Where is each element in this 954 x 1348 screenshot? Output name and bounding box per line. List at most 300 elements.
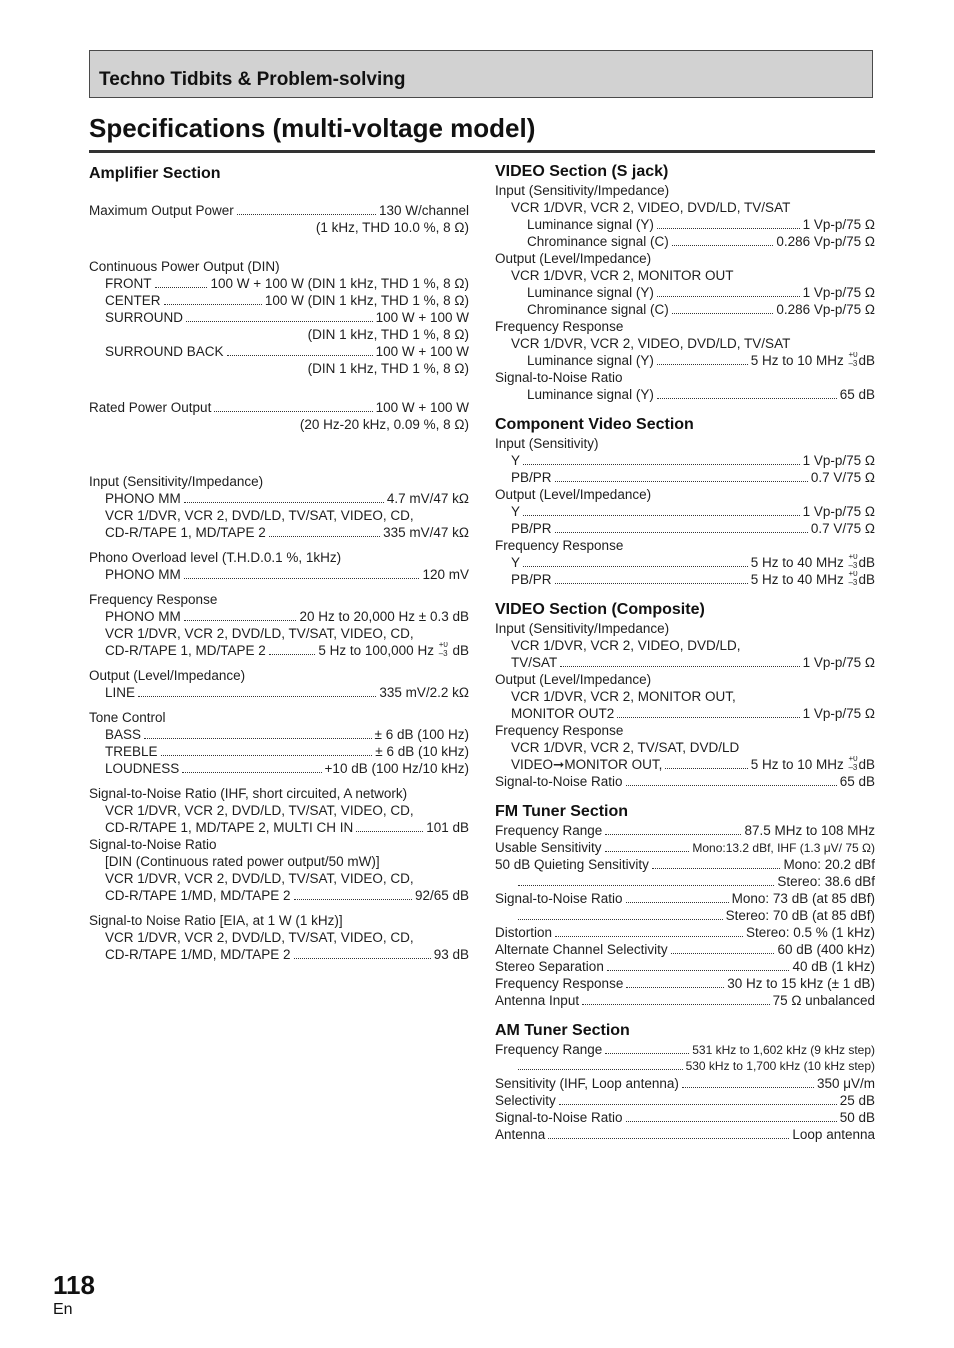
leader-dots [657, 364, 748, 365]
tolerance-minus: –3 [438, 649, 448, 658]
spec-label: CD-R/TAPE 1, MD/TAPE 2 [105, 643, 266, 658]
spec-value: 100 W (DIN 1 kHz, THD 1 %, 8 Ω) [264, 293, 469, 308]
spec-value: 1 Vp-p/75 Ω [802, 504, 875, 519]
spec-value: 60 dB (400 kHz) [777, 942, 875, 957]
spec-label: LINE [105, 685, 136, 700]
spec-group-label [89, 667, 469, 684]
unit: dB [858, 757, 875, 772]
spec-row [495, 554, 875, 571]
spec-group-label [495, 671, 875, 688]
spec-row [89, 642, 469, 659]
spec-label: PHONO MM [105, 567, 181, 582]
spec-label: Frequency Response [495, 976, 624, 991]
spec-label: Signal-to-Noise Ratio [495, 370, 623, 385]
unit: dB [858, 555, 875, 570]
leader-dots [626, 785, 837, 786]
spec-label: Output (Level/Impedance) [495, 487, 652, 502]
leader-dots [523, 515, 800, 516]
spec-value: Mono: 20.2 dBf [783, 857, 875, 872]
spec-value: Mono: 73 dB (at 85 dBf) [731, 891, 875, 906]
spec-label: VCR 1/DVR, VCR 2, DVD/LD, TV/SAT, VIDEO, CD, [105, 930, 414, 945]
spec-value: 1 Vp-p/75 Ω [802, 706, 875, 721]
spec-label: Antenna [495, 1127, 546, 1142]
spec-group-label [89, 549, 469, 566]
spec-row [89, 399, 469, 416]
leader-dots [518, 919, 723, 920]
spec-value: 350 μV/m [816, 1076, 875, 1091]
spec-value: Stereo: 70 dB (at 85 dBf) [725, 908, 875, 923]
spec-group-label [89, 836, 469, 853]
spec-label: VCR 1/DVR, VCR 2, VIDEO, DVD/LD, TV/SAT [511, 200, 791, 215]
spec-value: 530 kHz to 1,700 kHz (10 kHz step) [685, 1059, 875, 1073]
page-language: En [53, 1301, 73, 1318]
spec-label: SURROUND BACK [105, 344, 224, 359]
spec-label: LOUDNESS [105, 761, 180, 776]
spec-group-label [89, 709, 469, 726]
leader-dots [184, 620, 297, 621]
leader-dots [607, 970, 790, 971]
spec-group-label [89, 591, 469, 608]
spec-row [495, 822, 875, 839]
leader-dots [652, 868, 781, 869]
spec-label: Chrominance signal (C) [527, 302, 669, 317]
title-rule [89, 150, 875, 153]
spec-group-label [495, 250, 875, 267]
page-number: 118 [53, 1270, 95, 1300]
spec-group-label [495, 318, 875, 335]
spec-value: (DIN 1 kHz, THD 1 %, 8 Ω) [307, 361, 469, 376]
spec-label: PB/PR [511, 521, 552, 536]
composite-heading: VIDEO Section (Composite) [495, 601, 705, 618]
spec-label: Luminance signal (Y) [527, 285, 654, 300]
spec-label: Sensitivity (IHF, Loop antenna) [495, 1076, 679, 1091]
spec-group-label [495, 537, 875, 554]
leader-dots [155, 287, 208, 288]
spec-label: VCR 1/DVR, VCR 2, DVD/LD, TV/SAT, VIDEO, CD, [105, 508, 414, 523]
spec-value: 40 dB (1 kHz) [792, 959, 875, 974]
spec-row [495, 520, 875, 537]
spec-row [495, 216, 875, 233]
spec-row [495, 975, 875, 992]
spec-row [495, 907, 875, 924]
spec-value [751, 571, 875, 588]
am-heading: AM Tuner Section [495, 1022, 630, 1039]
spec-row [89, 343, 469, 360]
leader-dots [184, 502, 384, 503]
spec-label: Phono Overload level (T.H.D.0.1 %, 1kHz) [89, 550, 342, 565]
tolerance-minus: –3 [848, 359, 858, 368]
leader-dots [356, 831, 423, 832]
spec-row [89, 760, 469, 777]
spec-label: Input (Sensitivity/Impedance) [495, 183, 670, 198]
spec-label: CENTER [105, 293, 161, 308]
leader-dots [227, 355, 373, 356]
spec-row [89, 625, 469, 642]
leader-dots [555, 936, 743, 937]
spec-row [495, 571, 875, 588]
spec-label: PB/PR [511, 470, 552, 485]
spec-row [495, 773, 875, 790]
fm-heading: FM Tuner Section [495, 803, 629, 820]
spec-label: Output (Level/Impedance) [495, 251, 652, 266]
spec-label: Stereo Separation [495, 959, 604, 974]
spec-value: 65 dB [839, 774, 875, 789]
spec-value: 100 W + 100 W [375, 400, 469, 415]
spec-row [495, 1075, 875, 1092]
spec-value: 1 Vp-p/75 Ω [802, 285, 875, 300]
spec-row [495, 924, 875, 941]
leader-dots [617, 717, 799, 718]
spec-label: Y [511, 504, 521, 519]
leader-dots [555, 583, 748, 584]
spec-row [89, 507, 469, 524]
spec-label: [DIN (Continuous rated power output/50 mW)] [105, 854, 380, 869]
spec-row [89, 946, 469, 963]
leader-dots [237, 214, 376, 215]
spec-value: 100 W + 100 W [375, 344, 469, 359]
spec-row [495, 469, 875, 486]
spec-group-label [495, 182, 875, 199]
spec-row [89, 819, 469, 836]
amplifier-column [89, 162, 469, 963]
spec-label: Luminance signal (Y) [527, 217, 654, 232]
spec-row [495, 839, 875, 856]
spec-value: Stereo: 38.6 dBf [777, 874, 875, 889]
spec-row [89, 566, 469, 583]
spec-row [495, 756, 875, 773]
spec-value: 120 mV [422, 567, 469, 582]
tolerance-plus: +0 [848, 352, 858, 359]
leader-dots [186, 321, 373, 322]
unit: dB [452, 643, 469, 658]
spec-label: Frequency Response [495, 538, 624, 553]
spec-row [495, 1058, 875, 1075]
spec-label: Distortion [495, 925, 553, 940]
spec-value: 0.7 V/75 Ω [810, 470, 875, 485]
spec-label: SURROUND [105, 310, 184, 325]
spec-label: VCR 1/DVR, VCR 2, DVD/LD, TV/SAT, VIDEO, CD, [105, 871, 414, 886]
spec-label: Signal-to-Noise Ratio [89, 837, 217, 852]
spec-group-label [495, 722, 875, 739]
leader-dots [560, 666, 799, 667]
spec-row [89, 608, 469, 625]
spec-label: CD-R/TAPE 1/MD, MD/TAPE 2 [105, 947, 291, 962]
spec-value: 335 mV/2.2 kΩ [379, 685, 469, 700]
spec-row [89, 684, 469, 701]
spec-label: Signal-to-Noise Ratio [495, 891, 623, 906]
leader-dots [523, 464, 800, 465]
spec-label: MONITOR OUT2 [511, 706, 615, 721]
spec-value: 93 dB [433, 947, 469, 962]
tolerance [848, 571, 858, 587]
unit: dB [858, 353, 875, 368]
spec-group-label [495, 486, 875, 503]
spec-label: Frequency Range [495, 823, 603, 838]
tolerance [848, 554, 858, 570]
leader-dots [657, 296, 800, 297]
leader-dots [144, 738, 372, 739]
leader-dots [582, 1004, 769, 1005]
spec-value: 1 Vp-p/75 Ω [802, 453, 875, 468]
spec-value: 531 kHz to 1,602 kHz (9 kHz step) [692, 1043, 875, 1057]
video-tuner-column [495, 162, 875, 1143]
spec-row [89, 416, 469, 433]
spec-row [495, 503, 875, 520]
spec-value: 30 Hz to 15 kHz (± 1 dB) [727, 976, 875, 991]
spec-label: TREBLE [105, 744, 158, 759]
spec-value: 50 dB [839, 1110, 875, 1125]
spec-label: Input (Sensitivity) [495, 436, 599, 451]
unit: dB [858, 572, 875, 587]
spec-row [495, 335, 875, 352]
spec-value: 25 dB [839, 1093, 875, 1108]
leader-dots [657, 398, 837, 399]
spec-group-label [89, 258, 469, 275]
tolerance-plus: +0 [438, 642, 448, 649]
spec-value: 100 W + 100 W (DIN 1 kHz, THD 1 %, 8 Ω) [210, 276, 469, 291]
spec-row [89, 275, 469, 292]
spec-value: 1 Vp-p/75 Ω [802, 655, 875, 670]
spec-label: Tone Control [89, 710, 166, 725]
spec-label: BASS [105, 727, 142, 742]
leader-dots [555, 481, 808, 482]
spec-value: 87.5 MHz to 108 MHz [744, 823, 875, 838]
spec-label: Output (Level/Impedance) [495, 672, 652, 687]
spec-row [495, 233, 875, 250]
spec-row [495, 654, 875, 671]
spec-label: Signal-to-Noise Ratio (IHF, short circuited, A network) [89, 786, 408, 801]
component-heading: Component Video Section [495, 416, 694, 433]
spec-label: FRONT [105, 276, 152, 291]
spec-row [495, 890, 875, 907]
leader-dots [672, 245, 774, 246]
spec-row [495, 739, 875, 756]
leader-dots [626, 987, 724, 988]
spec-row [89, 853, 469, 870]
leader-dots [164, 304, 262, 305]
leader-dots [294, 899, 412, 900]
spec-label: Chrominance signal (C) [527, 234, 669, 249]
spec-label: VCR 1/DVR, VCR 2, MONITOR OUT, [511, 689, 736, 704]
section-banner [89, 50, 873, 98]
leader-dots [269, 536, 380, 537]
spec-row [495, 1092, 875, 1109]
spec-value: 4.7 mV/47 kΩ [386, 491, 469, 506]
spec-value: 101 dB [426, 820, 469, 835]
leader-dots [182, 772, 321, 773]
spec-label: Frequency Response [495, 319, 624, 334]
spec-value: 20 Hz to 20,000 Hz ± 0.3 dB [299, 609, 469, 624]
spec-label: TV/SAT [511, 655, 558, 670]
spec-row [89, 309, 469, 326]
spec-label: Frequency Response [89, 592, 218, 607]
banner-label: Techno Tidbits & Problem-solving [99, 69, 406, 90]
spec-row [89, 870, 469, 887]
spec-value: 0.286 Vp-p/75 Ω [776, 302, 875, 317]
spec-group-label [89, 785, 469, 802]
spec-row [89, 743, 469, 760]
spec-row [89, 360, 469, 377]
spec-value: Mono:13.2 dBf, IHF (1.3 μV/ 75 Ω) [692, 841, 875, 855]
spec-row [89, 726, 469, 743]
page-title: Specifications (multi-voltage model) [89, 113, 536, 143]
spec-label: Signal-to-Noise Ratio [495, 774, 623, 789]
spec-label: PHONO MM [105, 609, 181, 624]
leader-dots [523, 566, 748, 567]
leader-dots [605, 1053, 689, 1054]
spec-label: Signal-to-Noise Ratio [495, 1110, 623, 1125]
spec-label: Usable Sensitivity [495, 840, 602, 855]
video-s-heading: VIDEO Section (S jack) [495, 163, 669, 180]
tolerance-plus: +0 [848, 756, 858, 763]
spec-row [495, 352, 875, 369]
spec-value: (1 kHz, THD 10.0 %, 8 Ω) [315, 220, 469, 235]
spec-label: CD-R/TAPE 1, MD/TAPE 2 [105, 525, 266, 540]
leader-dots [559, 1104, 837, 1105]
leader-dots [184, 578, 420, 579]
spec-group-label [89, 912, 469, 929]
spec-row [495, 267, 875, 284]
spec-row [495, 1109, 875, 1126]
tolerance [848, 352, 858, 368]
spec-value: 1 Vp-p/75 Ω [802, 217, 875, 232]
spec-group-label [495, 435, 875, 452]
spec-label: Continuous Power Output (DIN) [89, 259, 280, 274]
spec-label: Maximum Output Power [89, 203, 234, 218]
spec-group-label [495, 620, 875, 637]
spec-row [495, 301, 875, 318]
spec-label: VCR 1/DVR, VCR 2, DVD/LD, TV/SAT, VIDEO, CD, [105, 803, 414, 818]
spec-value: 0.286 Vp-p/75 Ω [776, 234, 875, 249]
spec-row [495, 1041, 875, 1058]
spec-row [495, 856, 875, 873]
spec-value-text: 5 Hz to 10 MHz [750, 757, 844, 772]
spec-group-label [495, 369, 875, 386]
spec-label: Selectivity [495, 1093, 556, 1108]
spec-label: Rated Power Output [89, 400, 212, 415]
leader-dots [555, 532, 808, 533]
spec-row [495, 873, 875, 890]
leader-dots [548, 1138, 789, 1139]
spec-label: PB/PR [511, 572, 552, 587]
spec-row [89, 202, 469, 219]
spec-label: Luminance signal (Y) [527, 387, 654, 402]
spec-value-text: 5 Hz to 100,000 Hz [318, 643, 434, 658]
spec-row [495, 637, 875, 654]
leader-dots [657, 228, 800, 229]
leader-dots [294, 958, 431, 959]
leader-dots [626, 1121, 837, 1122]
spec-group-label [89, 473, 469, 490]
spec-row [495, 284, 875, 301]
leader-dots [682, 1087, 814, 1088]
spec-label: Antenna Input [495, 993, 580, 1008]
spec-row [495, 386, 875, 403]
leader-dots [518, 1069, 683, 1070]
spec-label: Frequency Range [495, 1042, 603, 1057]
tolerance-plus: +0 [848, 571, 858, 578]
spec-value: (20 Hz-20 kHz, 0.09 %, 8 Ω) [299, 417, 469, 432]
tolerance-minus: –3 [848, 763, 858, 772]
leader-dots [665, 768, 747, 769]
spec-row [495, 958, 875, 975]
spec-value: Loop antenna [792, 1127, 875, 1142]
spec-value: ± 6 dB (100 Hz) [374, 727, 469, 742]
leader-dots [605, 834, 741, 835]
spec-row [495, 452, 875, 469]
tolerance [848, 756, 858, 772]
leader-dots [269, 654, 316, 655]
spec-label: Frequency Response [495, 723, 624, 738]
spec-row [89, 490, 469, 507]
spec-label: 50 dB Quieting Sensitivity [495, 857, 649, 872]
spec-row [89, 887, 469, 904]
spec-label: Input (Sensitivity/Impedance) [495, 621, 670, 636]
spec-label: Input (Sensitivity/Impedance) [89, 474, 264, 489]
spec-label: Y [511, 555, 521, 570]
spec-row [89, 326, 469, 343]
spec-label: Alternate Channel Selectivity [495, 942, 668, 957]
spec-row [89, 292, 469, 309]
spec-value: 92/65 dB [414, 888, 469, 903]
spec-label: PHONO MM [105, 491, 181, 506]
spec-value: Stereo: 0.5 % (1 kHz) [745, 925, 875, 940]
tolerance-minus: –3 [848, 561, 858, 570]
spec-row [495, 941, 875, 958]
leader-dots [672, 313, 774, 314]
spec-label: VCR 1/DVR, VCR 2, DVD/LD, TV/SAT, VIDEO, CD, [105, 626, 414, 641]
spec-label: CD-R/TAPE 1, MD/TAPE 2, MULTI CH IN [105, 820, 354, 835]
spec-value: 100 W + 100 W [375, 310, 469, 325]
leader-dots [214, 411, 372, 412]
spec-row [89, 219, 469, 236]
leader-dots [671, 953, 775, 954]
spec-label: VIDEO➞MONITOR OUT, [511, 757, 663, 772]
spec-label: Luminance signal (Y) [527, 353, 654, 368]
tolerance-minus: –3 [848, 578, 858, 587]
spec-value-text: 5 Hz to 40 MHz [750, 555, 844, 570]
spec-value: 0.7 V/75 Ω [810, 521, 875, 536]
leader-dots [626, 902, 729, 903]
spec-value: +10 dB (100 Hz/10 kHz) [324, 761, 469, 776]
spec-label: VCR 1/DVR, VCR 2, TV/SAT, DVD/LD [511, 740, 740, 755]
tolerance-plus: +0 [848, 554, 858, 561]
spec-label: VCR 1/DVR, VCR 2, VIDEO, DVD/LD, TV/SAT [511, 336, 791, 351]
leader-dots [518, 885, 774, 886]
spec-value: 130 W/channel [378, 203, 469, 218]
spec-row [89, 524, 469, 541]
spec-row [495, 199, 875, 216]
spec-value [318, 642, 469, 659]
leader-dots [605, 851, 690, 852]
spec-row [495, 992, 875, 1009]
spec-label: VCR 1/DVR, VCR 2, MONITOR OUT [511, 268, 734, 283]
spec-label: CD-R/TAPE 1/MD, MD/TAPE 2 [105, 888, 291, 903]
amplifier-heading: Amplifier Section [89, 165, 221, 182]
spec-label: VCR 1/DVR, VCR 2, VIDEO, DVD/LD, [511, 638, 741, 653]
leader-dots [161, 755, 373, 756]
spec-value [751, 352, 875, 369]
spec-value: 335 mV/47 kΩ [383, 525, 469, 540]
spec-row [495, 688, 875, 705]
spec-value: 75 Ω unbalanced [772, 993, 875, 1008]
spec-value: ± 6 dB (10 kHz) [375, 744, 469, 759]
spec-label: Y [511, 453, 521, 468]
leader-dots [138, 696, 376, 697]
tolerance [438, 642, 448, 658]
spec-row [495, 705, 875, 722]
spec-value-text: 5 Hz to 40 MHz [750, 572, 844, 587]
